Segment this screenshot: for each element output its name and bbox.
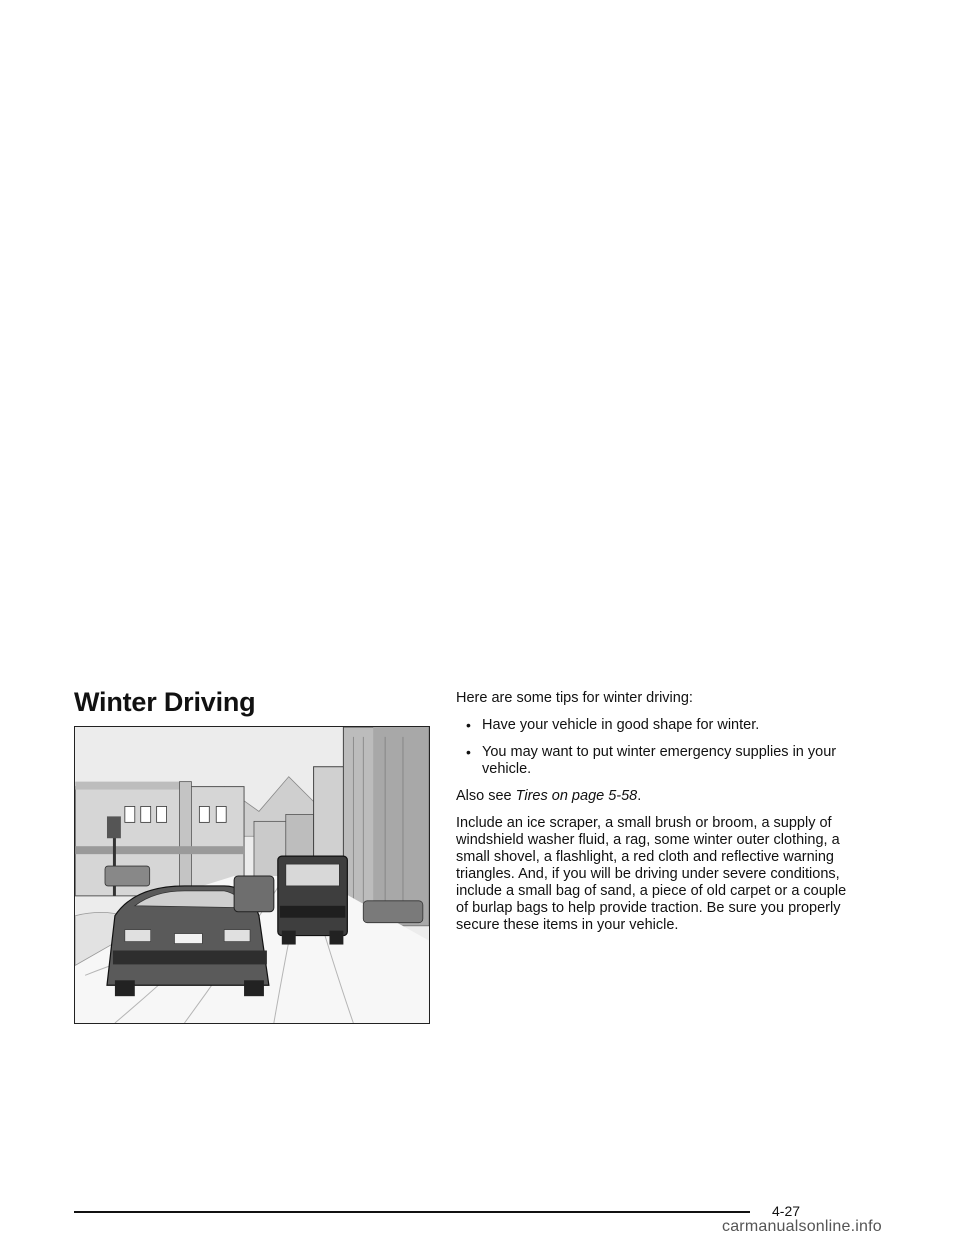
also-see-suffix: . [637,788,642,804]
footer-divider [74,1211,750,1213]
also-see-paragraph [456,788,856,805]
list-item-text: Have your vehicle in good shape for winter. [482,717,760,733]
bullet-icon: • [466,744,471,760]
intro-paragraph: Here are some tips for winter driving: [456,690,693,706]
body-text-column [456,690,856,944]
list-item [456,744,856,778]
page-number: 4-27 [772,1203,801,1219]
list-item [456,717,856,734]
tips-list [456,717,856,778]
section-title: Winter Driving [74,687,256,717]
watermark: carmanualsonline.info [722,1218,882,1235]
winter-street-illustration [74,726,430,1024]
bullet-icon: • [466,717,471,733]
supplies-paragraph: Include an ice scraper, a small brush or broom, a supply of windshield washer fluid, a rag, some winter outer clothing, a small shovel, a flashlight, a red cloth and reflective warning triangles. And, if you will be driving under severe conditions, include a small bag of sand, a piece of old carpet or a couple of burlap bags to help provide traction. Be sure you properly secure these items in your vehicle. [456,815,847,933]
list-item-text: You may want to put winter emergency supplies in your vehicle. [482,744,837,777]
also-see-prefix: Also see [456,788,516,804]
tires-reference-link[interactable]: Tires on page 5-58 [515,788,638,804]
